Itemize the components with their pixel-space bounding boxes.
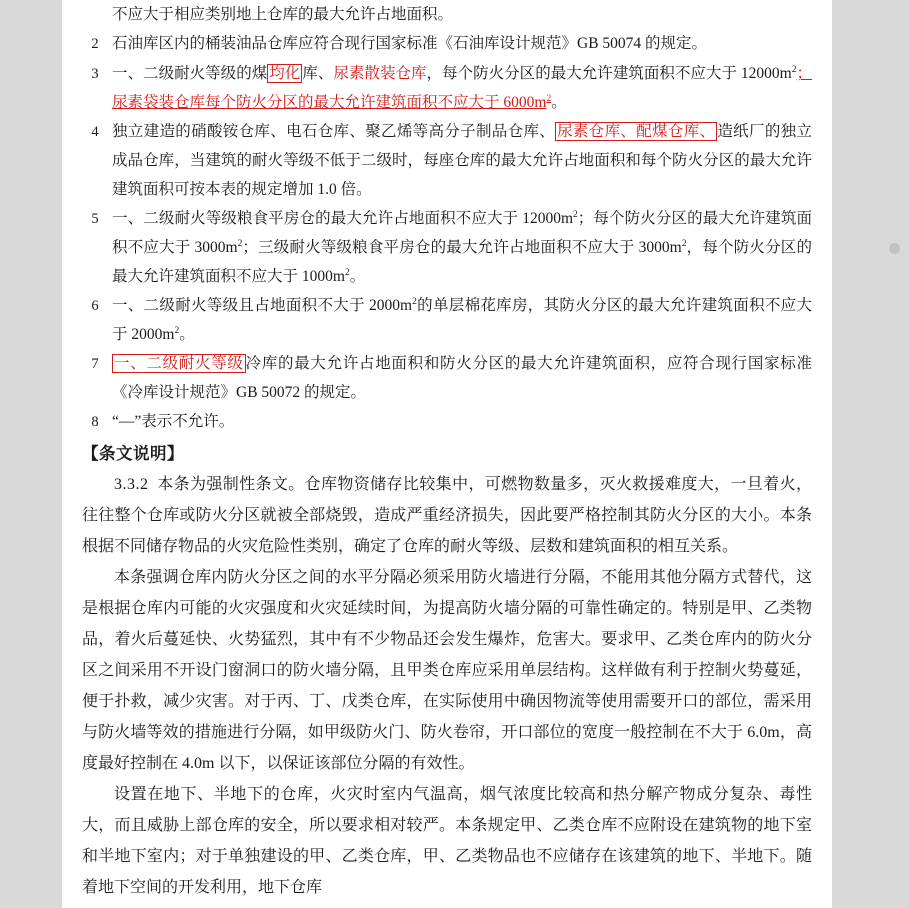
clause-4-text-a: 独立建造的硝酸铵仓库、电石仓库、聚乙烯等高分子制品仓库、 (112, 123, 556, 140)
clause-number: 7 (91, 356, 99, 372)
clause-5-sup-1: 2 (573, 209, 578, 220)
clause-6-line1-a: 一、二级耐火等级且占地面积不大于 2000m (112, 297, 413, 314)
paragraph-text: 本条为强制性条文。仓库物资储存比较集中，可燃物数量多，灭火救援难度大，一旦着火，往往整个仓库或防火分区就被全部烧毁，造成严重经济损失，因此要严格控制其防火分区的大小。本条根据不同储存物品的火灾危险性类别，确定了仓库的耐火等级、层数和建筑面积的相互关系。 (82, 476, 812, 555)
clause-3-underlined-sup: 2 (546, 93, 552, 104)
clause-5-line3-c: 。 (349, 268, 366, 285)
clause-item-4 (82, 117, 812, 204)
clause-text (108, 291, 812, 349)
clause-item-7 (82, 349, 812, 407)
clause-3-text-a: 一、二级耐火等级的煤 (112, 65, 268, 82)
clause-4-line3: 积和每个防火分区的最大允许建筑面积可按本表的规定增加 1.0 倍。 (112, 152, 812, 198)
clause-text (108, 204, 812, 291)
clause-item-2 (82, 29, 812, 59)
clause-number: 4 (91, 124, 99, 140)
clause-6-sup-1: 2 (412, 296, 417, 307)
clause-3-red-text: 尿素散装仓库 (333, 65, 427, 82)
clause-item-5 (82, 204, 812, 291)
clause-3-line2-a: 大于 12000m (705, 65, 792, 82)
clause-number: 6 (91, 298, 99, 314)
clause-text (108, 117, 812, 204)
document-page (62, 0, 832, 908)
clause-7-line1-a: 冷库的最大允许占地面积和防火分区的最大允许建筑面积，应符合现 (245, 355, 732, 372)
clause-6-line1-b: 的单层棉花库房，其防火分区的最大允许建筑 (416, 297, 734, 314)
clause-3-text-c: ，每个防火分区的最大允许建筑面积不应 (426, 65, 706, 82)
clause-5-line3-b: ，每个防火分区的最大允许建筑面积不应大于 1000m (112, 239, 812, 285)
clause-3-text-b: 库、 (302, 65, 334, 82)
page-content (62, 0, 832, 903)
clause-7-highlight-box: 一、二级耐火等级 (114, 355, 244, 372)
clause-5-line3-a: 于 3000m (618, 239, 682, 256)
clause-5-sup-4: 2 (344, 267, 350, 278)
clause-text: “—”表示不允许。 (112, 413, 235, 430)
clause-5-sup-2: 2 (237, 238, 243, 249)
clause-item-6 (82, 291, 812, 349)
explanation-paragraph-1 (82, 469, 812, 562)
explanation-heading: 【条文说明】 (82, 444, 184, 463)
clause-text: 石油库区内的桶装油品仓库应符合现行国家标准《石油库设计规范》GB 50074 的规定。 (112, 35, 708, 52)
scroll-position-indicator[interactable] (889, 243, 900, 254)
clause-number: 8 (91, 414, 99, 430)
clause-6-sup-2: 2 (174, 325, 180, 336)
explanation-paragraph-3: 设置在地下、半地下的仓库，火灾时室内气温高，烟气浓度比较高和热分解产物成分复杂、毒性大，而且威胁上部仓库的安全，所以要求相对较严。本条规定甲、乙类仓库不应附设在建筑物的地下室和半地下室内；对于单独建设的甲、乙类仓库，甲、乙类物品也不应储存在该建筑的地下、半地下。随着地下空间的开发利用，地下仓库 (82, 786, 812, 896)
clause-number: 3 (91, 66, 99, 82)
clause-6-line2-a: 面积不应大于 2000m (112, 297, 812, 343)
clause-3-sup: 2 (791, 64, 797, 75)
clause-5-line1-a: 一、二级耐火等级粮食平房仓的最大允许占地面积不应大于 12000m (112, 210, 573, 227)
clause-4-line2: 造纸厂的独立成品仓库，当建筑的耐火等级不低于二级时，每座仓库的最大允许占地面 (112, 123, 812, 169)
clause-item-3 (82, 59, 812, 117)
clause-4-highlight-box: 尿素仓库、配煤仓库、 (557, 123, 716, 140)
clause-7-line2: 行国家标准《冷库设计规范》GB 50072 的规定。 (112, 355, 812, 401)
clause-number: 2 (91, 36, 99, 52)
clause-item-8 (82, 407, 812, 437)
clause-3-highlight-box: 均化 (269, 65, 301, 82)
clause-6-line2-b: 。 (179, 326, 195, 343)
clause-3-line2-end: 。 (551, 94, 567, 111)
clause-3-underlined-red: ；尿素袋装仓库每个防火分区的最大允许建筑面积不应大于 6000m (112, 65, 812, 111)
clause-number: 5 (91, 211, 99, 227)
clause-5-line1-b: ；每个防火分区的最 (577, 210, 719, 227)
paragraph-lead-number: 3.3.2 (114, 476, 149, 493)
clause-5-line2-a: 大允许建筑面积不应大于 3000m (112, 210, 812, 256)
clause-text (108, 349, 812, 407)
clause-5-line2-b: ；三级耐火等级粮食平房仓的最大允许占地面积不应大 (242, 239, 619, 256)
explanation-paragraph-2: 本条强调仓库内防火分区之间的水平分隔必须采用防火墙进行分隔，不能用其他分隔方式替代，这是根据仓库内可能的火灾强度和火灾延续时间，为提高防火墙分隔的可靠性确定的。特别是甲、乙类物品，着火后蔓延快、火势猛烈，其中有不少物品还会发生爆炸，危害大。要求甲、乙类仓库内的防火分区之间采用不开设门窗洞口的防火墙分隔，且甲类仓库应采用单层结构。这样做有利于控制火势蔓延，便于扑救，减少灾害。对于丙、丁、戊类仓库，在实际使用中确因物流等使用需要开口的部位，需采用与防火墙等效的措施进行分隔，如甲级防火门、防火卷帘，开口部位的宽度一般控制在不大于 6.0m，高度最好控制在 4.0m 以下，以保证该部位分隔的有效性。 (82, 569, 812, 772)
clause-continuation: 不应大于相应类别地上仓库的最大允许占地面积。 (112, 6, 454, 23)
clause-5-sup-3: 2 (681, 238, 687, 249)
clause-text (108, 59, 812, 117)
